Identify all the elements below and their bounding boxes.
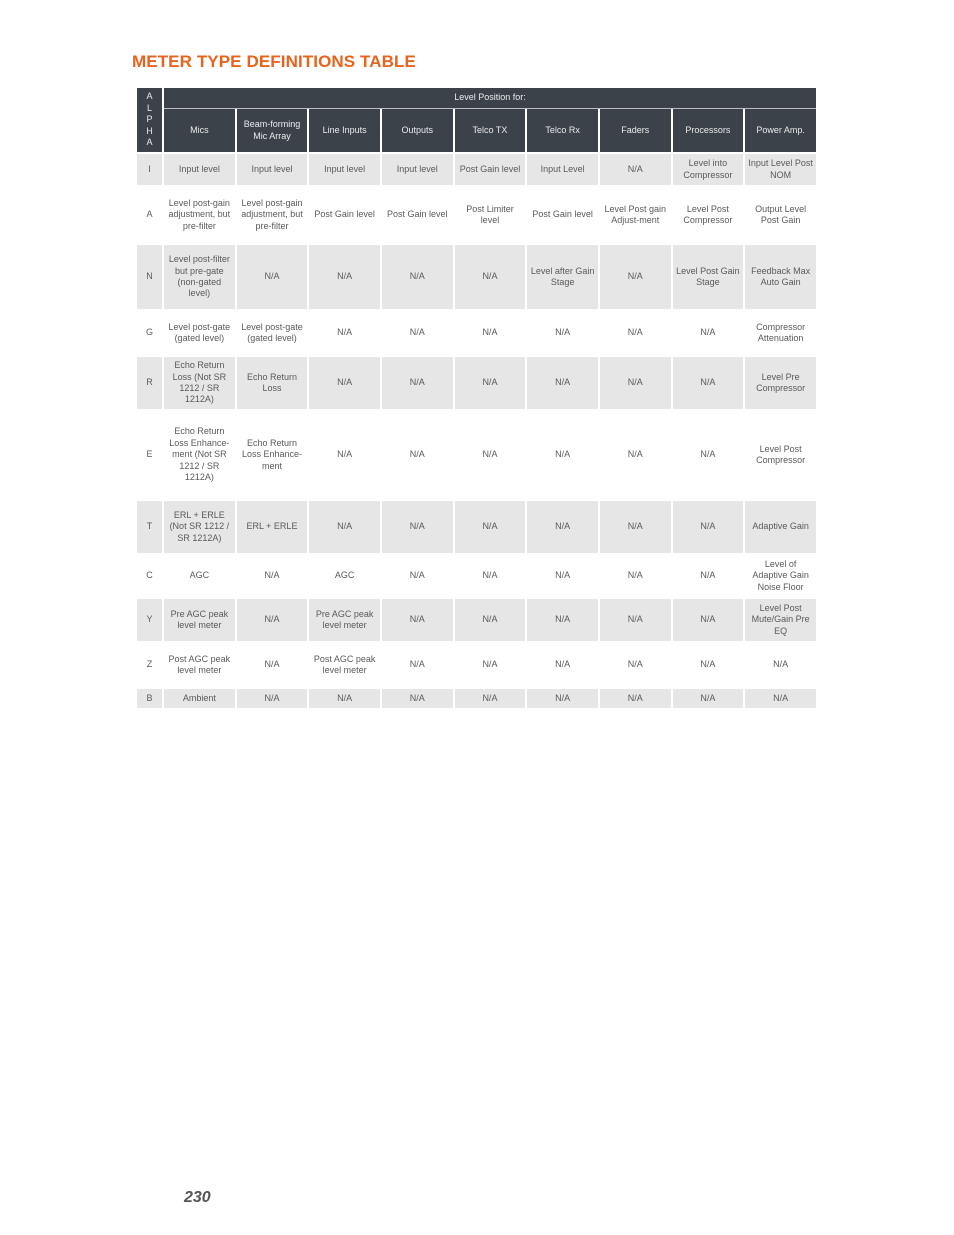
- table-cell: N/A: [237, 643, 308, 687]
- table-cell: Output Level Post Gain: [745, 187, 816, 243]
- table-cell: Level post-gate (gated level): [164, 311, 235, 355]
- table-cell: N/A: [600, 555, 671, 597]
- table-cell: Echo Return Loss: [237, 357, 308, 409]
- row-letter: G: [137, 311, 162, 355]
- table-cell: N/A: [600, 245, 671, 309]
- table-cell: N/A: [382, 555, 453, 597]
- table-cell: N/A: [600, 599, 671, 641]
- table-cell: N/A: [237, 599, 308, 641]
- table-cell: Post Gain level: [309, 187, 380, 243]
- column-header: Line Inputs: [309, 109, 380, 152]
- table-cell: N/A: [527, 357, 598, 409]
- table-cell: N/A: [309, 245, 380, 309]
- table-cell: N/A: [673, 411, 744, 499]
- table-cell: Level Post Compressor: [745, 411, 816, 499]
- table-cell: AGC: [164, 555, 235, 597]
- table-cell: N/A: [455, 599, 526, 641]
- table-cell: Level post-gain adjustment, but pre-filter: [237, 187, 308, 243]
- table-row: [137, 689, 816, 708]
- table-cell: N/A: [309, 501, 380, 553]
- column-header: Mics: [164, 109, 235, 152]
- table-cell: Post Gain level: [382, 187, 453, 243]
- table-cell: Echo Return Loss Enhance-ment: [237, 411, 308, 499]
- table-cell: ERL + ERLE: [237, 501, 308, 553]
- column-header: Telco TX: [455, 109, 526, 152]
- table-cell: N/A: [673, 555, 744, 597]
- level-position-group-header: Level Position for:: [164, 88, 816, 109]
- table-row: [137, 643, 816, 687]
- table-cell: N/A: [382, 411, 453, 499]
- table-cell: N/A: [382, 311, 453, 355]
- table-cell: N/A: [673, 357, 744, 409]
- row-letter: N: [137, 245, 162, 309]
- table-row: [137, 411, 816, 499]
- table-cell: N/A: [673, 311, 744, 355]
- table-cell: Post AGC peak level meter: [164, 643, 235, 687]
- row-letter: I: [137, 154, 162, 185]
- table-cell: Pre AGC peak level meter: [309, 599, 380, 641]
- table-cell: N/A: [237, 689, 308, 708]
- table-cell: Input level: [309, 154, 380, 185]
- table-cell: Level post-gate (gated level): [237, 311, 308, 355]
- table-cell: N/A: [382, 501, 453, 553]
- table-row: [137, 357, 816, 409]
- table-cell: Post Gain level: [527, 187, 598, 243]
- table-cell: N/A: [455, 357, 526, 409]
- row-letter: E: [137, 411, 162, 499]
- column-header: Beam-forming Mic Array: [237, 109, 308, 152]
- table-cell: N/A: [382, 357, 453, 409]
- table-cell: N/A: [600, 643, 671, 687]
- column-header: Outputs: [382, 109, 453, 152]
- table-cell: N/A: [673, 599, 744, 641]
- table-cell: N/A: [600, 411, 671, 499]
- table-cell: Level post-gain adjustment, but pre-filter: [164, 187, 235, 243]
- table-cell: Input Level Post NOM: [745, 154, 816, 185]
- table-row: [137, 599, 816, 641]
- meter-type-definitions-table: [135, 88, 818, 708]
- table-cell: Level Post gain Adjust-ment: [600, 187, 671, 243]
- column-header: Power Amp.: [745, 109, 816, 152]
- column-header: Telco Rx: [527, 109, 598, 152]
- table-cell: N/A: [527, 555, 598, 597]
- table-cell: Level Pre Compressor: [745, 357, 816, 409]
- table-cell: N/A: [382, 689, 453, 708]
- table-cell: N/A: [527, 501, 598, 553]
- table-cell: Post AGC peak level meter: [309, 643, 380, 687]
- table-cell: Post Gain level: [455, 154, 526, 185]
- table-cell: N/A: [382, 643, 453, 687]
- row-letter: R: [137, 357, 162, 409]
- table-cell: ERL + ERLE (Not SR 1212 / SR 1212A): [164, 501, 235, 553]
- alpha-letter: A: [146, 91, 153, 102]
- table-cell: N/A: [673, 689, 744, 708]
- table-cell: Compressor Attenuation: [745, 311, 816, 355]
- table-cell: Level Post Compressor: [673, 187, 744, 243]
- table-cell: Input level: [237, 154, 308, 185]
- table-cell: N/A: [309, 411, 380, 499]
- table-cell: N/A: [527, 689, 598, 708]
- table-cell: N/A: [309, 311, 380, 355]
- column-header: Processors: [673, 109, 744, 152]
- table-cell: AGC: [309, 555, 380, 597]
- table-cell: N/A: [600, 689, 671, 708]
- table-cell: Input level: [382, 154, 453, 185]
- table-cell: N/A: [600, 154, 671, 185]
- table-row: [137, 245, 816, 309]
- alpha-letter: A: [146, 137, 153, 148]
- table-cell: Level of Adaptive Gain Noise Floor: [745, 555, 816, 597]
- row-letter: Z: [137, 643, 162, 687]
- table-cell: N/A: [527, 643, 598, 687]
- alpha-letter: L: [146, 102, 152, 113]
- table-cell: Echo Return Loss Enhance-ment (Not SR 1212 / SR 1212A): [164, 411, 235, 499]
- table-cell: N/A: [455, 689, 526, 708]
- row-letter: T: [137, 501, 162, 553]
- table-cell: N/A: [673, 643, 744, 687]
- table-cell: Post Limiter level: [455, 187, 526, 243]
- table-cell: Level post-filter but pre-gate (non-gated level): [164, 245, 235, 309]
- table-row: [137, 555, 816, 597]
- page-number: 230: [184, 1189, 211, 1206]
- alpha-header: [137, 88, 162, 152]
- table-cell: N/A: [455, 643, 526, 687]
- table-cell: N/A: [455, 411, 526, 499]
- row-letter: A: [137, 187, 162, 243]
- table-cell: Input Level: [527, 154, 598, 185]
- table-cell: N/A: [382, 245, 453, 309]
- table-cell: N/A: [527, 599, 598, 641]
- row-letter: B: [137, 689, 162, 708]
- table-cell: Echo Return Loss (Not SR 1212 / SR 1212A): [164, 357, 235, 409]
- table-cell: Pre AGC peak level meter: [164, 599, 235, 641]
- alpha-letter: H: [146, 125, 153, 136]
- table-cell: N/A: [382, 599, 453, 641]
- row-letter: C: [137, 555, 162, 597]
- table-row: [137, 187, 816, 243]
- table-row: [137, 501, 816, 553]
- table-cell: Input level: [164, 154, 235, 185]
- alpha-letter: P: [146, 114, 153, 125]
- table-cell: Feedback Max Auto Gain: [745, 245, 816, 309]
- table-cell: N/A: [745, 689, 816, 708]
- table-row: [137, 311, 816, 355]
- table-cell: N/A: [600, 357, 671, 409]
- table-cell: N/A: [455, 555, 526, 597]
- column-header: Faders: [600, 109, 671, 152]
- table-cell: N/A: [237, 555, 308, 597]
- table-cell: N/A: [309, 689, 380, 708]
- table-cell: N/A: [527, 311, 598, 355]
- table-cell: N/A: [600, 311, 671, 355]
- table-cell: N/A: [745, 643, 816, 687]
- table-cell: N/A: [600, 501, 671, 553]
- table-cell: Level after Gain Stage: [527, 245, 598, 309]
- table-cell: N/A: [455, 245, 526, 309]
- table-cell: Level Post Gain Stage: [673, 245, 744, 309]
- table-row: [137, 154, 816, 185]
- table-cell: Level into Compressor: [673, 154, 744, 185]
- table-cell: N/A: [673, 501, 744, 553]
- table-cell: N/A: [527, 411, 598, 499]
- table-cell: N/A: [237, 245, 308, 309]
- table-cell: N/A: [309, 357, 380, 409]
- table-cell: Level Post Mute/Gain Pre EQ: [745, 599, 816, 641]
- table-cell: Adaptive Gain: [745, 501, 816, 553]
- table-cell: Ambient: [164, 689, 235, 708]
- table-cell: N/A: [455, 501, 526, 553]
- page-title: METER TYPE DEFINITIONS TABLE: [132, 52, 416, 71]
- table-cell: N/A: [455, 311, 526, 355]
- row-letter: Y: [137, 599, 162, 641]
